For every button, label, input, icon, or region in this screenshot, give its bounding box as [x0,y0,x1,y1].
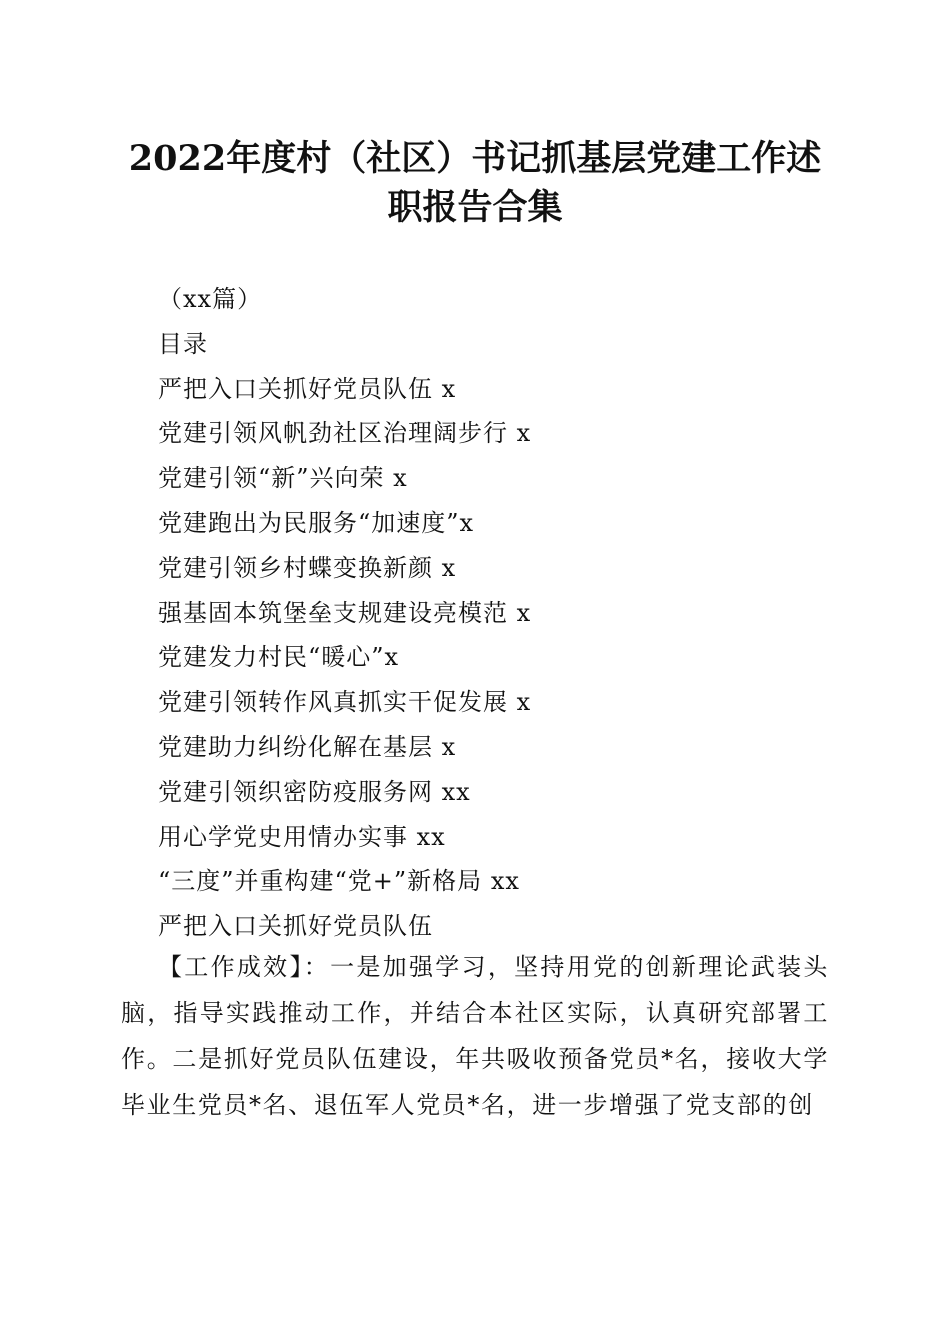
body-paragraph: 【工作成效】：一是加强学习，坚持用党的创新理论武装头脑，指导实践推动工作，并结合本社区实际，认真研究部署工作。二是抓好党员队伍建设，年共吸收预备党员*名，接收大学毕业生党员*名、退伍军人党员*名，进一步增强了党支部的创 [121,953,829,1119]
section-heading: 严把入口关抓好党员队伍 [158,912,433,941]
table-of-contents [158,277,838,949]
toc-heading: 目录 [158,329,208,358]
toc-item: “三度”并重构建“党+”新格局 xx [158,867,520,896]
toc-item: 党建引领“新”兴向荣 x [158,464,408,493]
toc-item: 用心学党史用情办实事 xx [158,822,446,851]
document-title [100,134,850,232]
toc-item: 党建引领转作风真抓实干促发展 x [158,688,532,717]
toc-item: 党建引领风帆劲社区治理阔步行 x [158,419,532,448]
toc-item: 党建跑出为民服务“加速度”x [158,508,475,537]
toc-item: 党建发力村民“暖心”x [158,643,400,672]
toc-item: 党建引领织密防疫服务网 xx [158,777,471,806]
toc-item: 严把入口关抓好党员队伍 x [158,374,457,403]
title-line-2: 职报告合集 [387,187,563,228]
toc-item: 党建引领乡村蝶变换新颜 x [158,553,457,582]
toc-item: 强基固本筑堡垒支规建设亮模范 x [158,598,532,627]
count-note: （xx篇） [158,285,263,313]
title-line-1: 2022年度村（社区）书记抓基层党建工作述 [128,138,822,179]
toc-item: 党建助力纠纷化解在基层 x [158,732,457,761]
